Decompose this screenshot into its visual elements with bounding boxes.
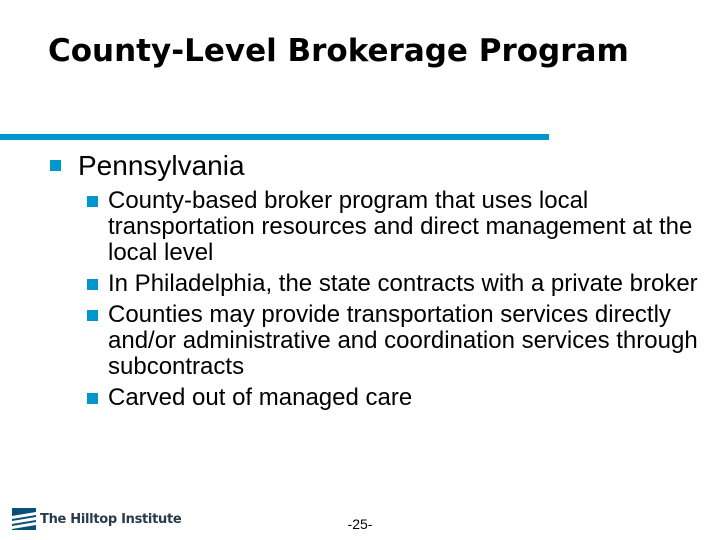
sub-bullet-text: County-based broker program that uses local transportation resources and direct management at the local level <box>108 187 693 266</box>
bullet-label: Pennsylvania <box>78 150 245 181</box>
logo-text: The Hilltop Institute <box>40 511 182 527</box>
slide-title: County-Level Brokerage Program <box>48 33 629 69</box>
sub-bullet-item <box>48 188 708 266</box>
bullet-item <box>48 148 708 184</box>
sub-bullet-list <box>48 188 708 411</box>
title-underline <box>0 134 549 140</box>
bullet-list <box>48 148 708 416</box>
bullet-square-icon <box>87 196 98 207</box>
sub-bullet-item <box>48 302 708 380</box>
sub-bullet-item <box>48 271 708 297</box>
bullet-square-icon <box>87 279 98 290</box>
bullet-square-icon <box>87 393 98 404</box>
sub-bullet-item <box>48 385 708 411</box>
sub-bullet-text: In Philadelphia, the state contracts with a private broker <box>108 270 698 297</box>
bullet-square-icon <box>50 160 61 171</box>
sub-bullet-text: Counties may provide transportation services directly and/or administrative and coordination services through subcontracts <box>108 301 698 380</box>
page-number: -25- <box>347 516 373 532</box>
hilltop-logo-icon <box>12 508 36 530</box>
sub-bullet-text: Carved out of managed care <box>108 384 413 411</box>
bullet-square-icon <box>87 310 98 321</box>
hilltop-logo <box>12 504 181 534</box>
